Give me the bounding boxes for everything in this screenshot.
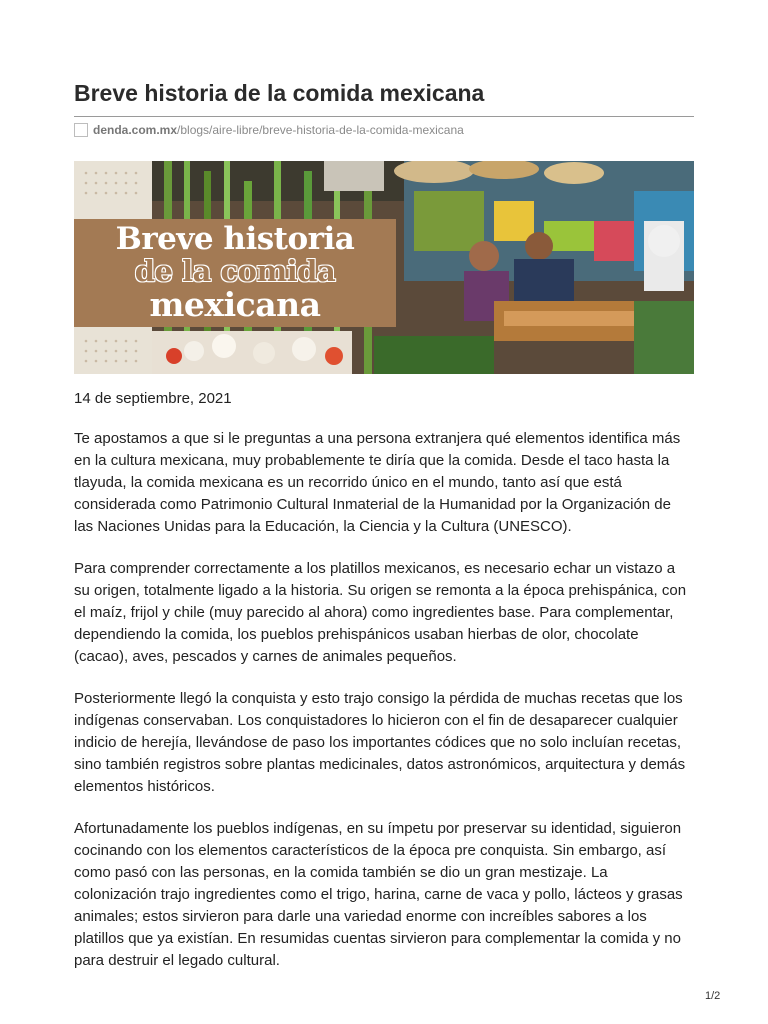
publish-date: 14 de septiembre, 2021 <box>74 390 232 407</box>
article-body <box>74 428 694 992</box>
source-host[interactable]: denda.com.mx <box>93 123 178 137</box>
hero-title-line-2: de la comida <box>134 254 336 288</box>
source-path[interactable]: /blogs/aire-libre/breve-historia-de-la-comida-mexicana <box>177 123 464 137</box>
page-number: 1/2 <box>705 990 721 1002</box>
paragraph: Te apostamos a que si le preguntas a una persona extranjera qué elementos identifica más en la cultura mexicana, muy probablemente te diría que la comida. Desde el taco hasta la tlayuda, la comida mexicana es un recorrido único en el mundo, tanto así que está considerada como Patrimonio Cultural Inmaterial de la Humanidad por la Organización de las Naciones Unidas para la Educación, la Ciencia y la Cultura (UNESCO). <box>74 430 681 535</box>
hero-title-line-3: mexicana <box>149 285 321 324</box>
hero-image <box>74 161 694 374</box>
hero-title-overlay <box>74 219 396 327</box>
title-divider <box>74 116 694 117</box>
hero-title-line-1: Breve historia <box>115 221 355 257</box>
paragraph: Posteriormente llegó la conquista y esto trajo consigo la pérdida de muchas recetas que los indígenas conservaban. Los conquistadores lo hicieron con el fin de desaparecer cualquier indicio de herejía, llevándose de paso los importantes códices que no solo incluían recetas, sino también registros sobre plantas medicinales, datos astronómicos, arquitectura y demás elementos históricos. <box>74 690 686 795</box>
paragraph: Para comprender correctamente a los platillos mexicanos, es necesario echar un vistazo a su origen, totalmente ligado a la historia. Su origen se remonta a la época prehispánica, con el maíz, frijol y chile (muy parecido al ahora) como ingredientes base. Para complementar, dependiendo la comida, los pueblos prehispánicos usaban hierbas de olor, chocolate (cacao), aves, pescados y carnes de animales pequeños. <box>74 560 687 665</box>
page-title: Breve historia de la comida mexicana <box>74 80 485 106</box>
source-url[interactable] <box>74 121 464 139</box>
favicon-icon <box>74 123 88 137</box>
paragraph: Afortunadamente los pueblos indígenas, en su ímpetu por preservar su identidad, siguieron cocinando con los elementos característicos de la época pre conquista. Sin embargo, así como pasó con las personas, en la comida también se dio un gran mestizaje. La colonización trajo ingredientes como el trigo, harina, carne de vaca y pollo, lácteos y grasas animales; estos sirvieron para darle una variedad enorme con increíbles sabores a los platillos que ya existían. En resumidas cuentas sirvieron para complementar la comida y no para destruir el legado cultural. <box>74 820 683 969</box>
